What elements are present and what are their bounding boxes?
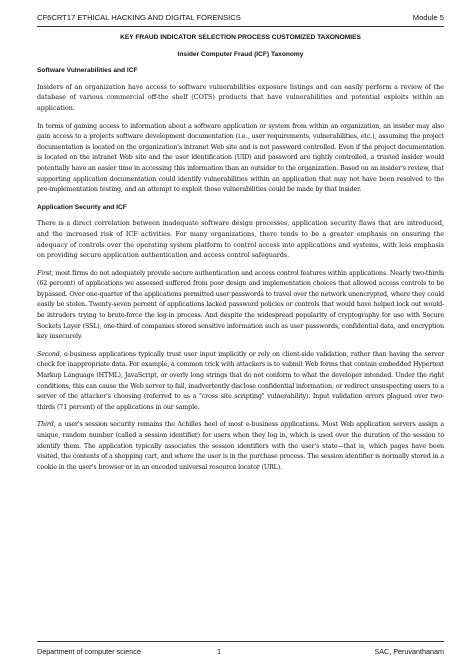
paragraph: There is a direct correlation between inadequate software design processes, application security flaws that are introduced, and the increased risk of ICF activities. For many organizations, there tends to be a greater emphasis on ensuring the adequacy of controls over the operating system platform to control access into applications and systems, with less emphasis on providing secure application authentication and access control safeguards.: [37, 220, 444, 260]
page-content: [37, 33, 444, 480]
section-heading-application-security: Application Security and ICF: [37, 203, 127, 211]
paragraph-lead: First,: [37, 269, 54, 277]
module-label: Module 5: [412, 13, 444, 22]
paragraph: [37, 350, 444, 414]
paragraph: In terms of gaining access to information about a software application or system from within an organization, an insider may also gain access to a projects software development documentation (i.e., user requirements, vulnerabilities, etc.), assuming the project documentation is located on the organization's intranet Web site and is not password controlled. Even if the project documentation is located on the intranet Web site and the user identification (UID) and password are tightly controlled, a trusted insider would potentially have an easier time in accessing this information than an outsider to the organization. Based on an insider's review, that supporting application documentation could identify vulnerabilities within an application that may not have been resolved to the pre-implementation testing, and an attempt to exploit those vulnerabilities could be made by that insider.: [37, 122, 444, 194]
page-title: KEY FRAUD INDICATOR SELECTION PROCESS CUSTOMIZED TAXONOMIES: [120, 34, 361, 41]
footer-rule: [37, 641, 444, 642]
paragraph-body: e-business applications typically trust user input implicitly or rely on client-side validation, rather than having the server check for inappropriate data. For example, a common trick with attackers is to submit Web forms that contain embedded Hypertext Markup Language (HTML), JavaScript, or overly long strings that do not conform to what the developer intended. Under the right conditions, this can cause the Web server to fail, inadvertently disclose confidential information, or redirect unsuspecting users to a server of the attacker's choosing (referred to as a "cross site scripting" vulnerability). Input validation errors plagued over two-thirds (71 percent) of the applications in our sample.: [37, 350, 444, 411]
header-rule: [37, 26, 444, 27]
course-title: CF6CRT17 ETHICAL HACKING AND DIGITAL FORENSICS: [37, 13, 241, 22]
paragraph-lead: Second,: [37, 350, 62, 358]
paragraph-lead: Third,: [37, 421, 56, 429]
page-footer: [37, 647, 444, 659]
page-header: [37, 13, 444, 25]
paragraph: [37, 420, 444, 473]
college-label: SAC, Peruvanthanam: [374, 647, 444, 656]
page-number: 1: [217, 647, 221, 656]
page-subtitle: Insider Computer Fraud (ICF) Taxonomy: [177, 50, 304, 58]
paragraph-body: a user's session security remains the Achilles heel of most e-business applications. Most Web application servers assign a unique, random number (called a session identifier) for users when they log in, which is used over the duration of the session to identify them. The application typically associates the session identifiers with the user's state—that is, which pages have been visited, the contents of a shopping cart, and where the user is in the purchase process. The session identifier is normally stored in a cookie in the user's browser or in an encoded universal resource locator (URL).: [37, 421, 444, 471]
paragraph: [37, 269, 444, 343]
paragraph-body: most firms do not adequately provide secure authentication and access control features within applications. Nearly two-thirds (62 percent) of applications we assessed suffered from poor design and implementation choices that allowed access controls to be bypassed. Over one-quarter of the applications permitted user passwords to travel over the network unencrypted, where they could easily be stolen. Twenty-seven percent of applications lacked password policies or controls that would have helped lock out would-be intruders trying to brute-force the log-in process. And despite the widespread popularity of cryptography for use with Secure Sockets Layer (SSL), one-third of companies stored sensitive information such as user passwords, confidential data, and encryption key insecurely.: [37, 269, 444, 341]
section-heading-software-vulnerabilities: Software Vulnerabilities and ICF: [37, 67, 138, 75]
paragraph: Insiders of an organization have access to software vulnerabilities exposure listings and can easily perform a review of the database of various commercial off-the shelf (COTS) products that have vulnerabilities and potential exploits within an application.: [37, 83, 444, 112]
department-label: Department of computer science: [37, 647, 141, 656]
